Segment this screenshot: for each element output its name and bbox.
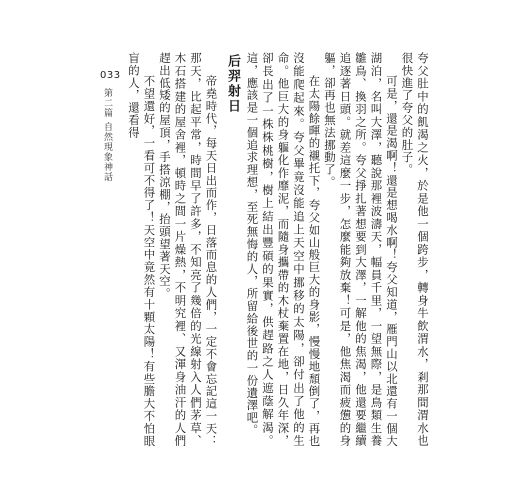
paragraph: 在太陽餘暉的襯托下，夸父如山般巨大的身影，慢慢地頹倒了，再也沒能爬起來。夸父畢竟沒能追上天空中挪移的太陽，卻付出了他的生命。他巨大的身軀化作靡泥，而隨身攜帶的木杖棄置在地，日久年深，卻長出了一株株桃樹，樹上結出豐碩的果實，供趕路之人遮蔭解渴。這，應該是一個追求理想，至死無悔的人，所留給後世的一份遺澤吧。 <box>245 52 322 447</box>
paragraph: 不望還好，一看可不得了！天空中竟然有十顆太陽！有些膽大不怕眼盲的人，還看得 <box>127 52 157 447</box>
paragraph: 可是，還是渴啊！還是想喝水啊！夸父知道，雁門山以北還有一個大湖泊，名叫大澤，聽說那裡波濤天，幅員千里，一望無際，是鳥類生養雛鳥、換羽之所。夸父掙扎著想要到大澤，一解他的焦渴，他還要繼續追逐著日頭。就差這麼一步，怎麼能夠放棄！可是，他焦渴而疲憊的身軀，卻再也無法挪動了。 <box>323 52 399 447</box>
running-head: 第二篇 自然現象神話 <box>102 88 112 182</box>
paragraph: 夸父肚中的飢渴之火，於是他一個跨步，轉身牛飲渭水，剎那間渭水也很快進了夸父的肚子。 <box>400 52 430 447</box>
page-number: 033 <box>100 70 121 81</box>
section-heading: 后羿射日 <box>225 54 240 114</box>
paragraph: 帝堯時代，每天日出而作，日落而息的人們，一定不會忘記這一天：那天，比起平常，時間早了許多，不知亮了幾倍的光線射入人們茅草、木石搭建的屋舍裡，頓時之間一片燥熱，不明究裡、又渾身油汗的人們趕出低矮的屋頂，手搭涼棚，抬頭望著天空。 <box>158 52 219 447</box>
body-text <box>125 52 430 447</box>
